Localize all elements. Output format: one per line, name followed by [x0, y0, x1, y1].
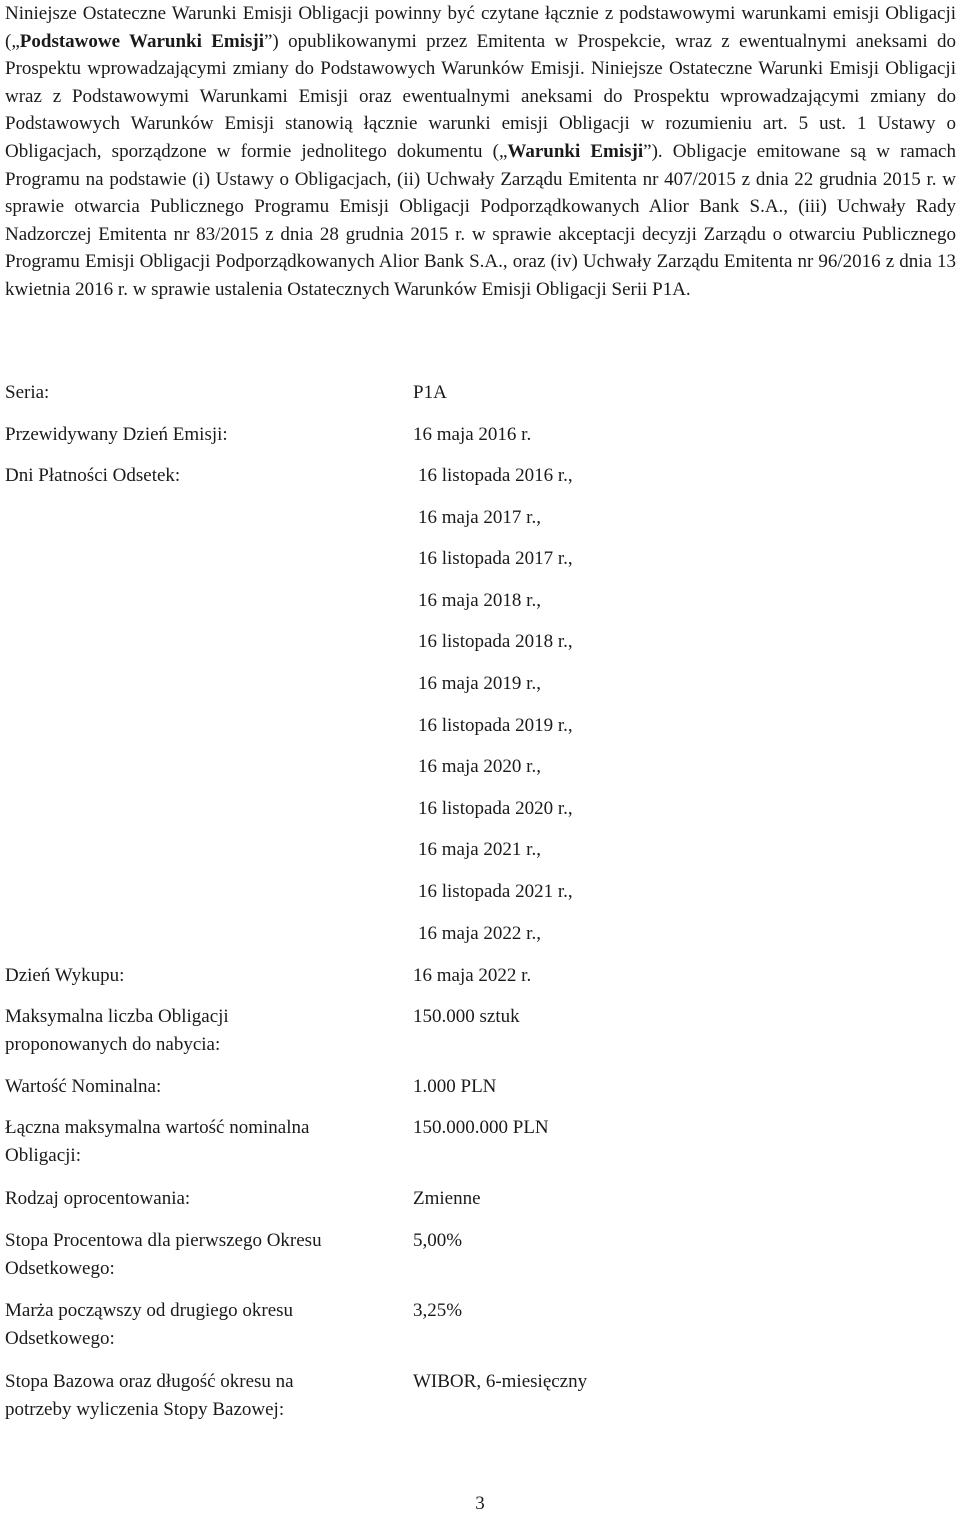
- term-label-line: potrzeby wyliczenia Stopy Bazowej:: [5, 1398, 285, 1420]
- term-label-line: Odsetkowego:: [5, 1327, 115, 1349]
- term-value: 1.000 PLN: [413, 1076, 497, 1097]
- interest-date: 16 maja 2018 r.,: [418, 589, 541, 611]
- interest-date: 16 maja 2022 r.,: [418, 922, 541, 944]
- term-label: [5, 1297, 385, 1352]
- term-label: Dni Płatności Odsetek:: [5, 465, 181, 486]
- interest-dates-list: [418, 455, 573, 954]
- term-value: P1A: [413, 382, 447, 403]
- intro-text-1: Niniejsze Ostateczne Warunki Emisji Obligacji powinny być czytane łącznie z podstawowymi warunkami emisji Obligacji („: [5, 3, 956, 52]
- term-label-line: Odsetkowego:: [5, 1257, 115, 1279]
- interest-date: 16 listopada 2019 r.,: [418, 714, 573, 736]
- interest-date: 16 listopada 2020 r.,: [418, 797, 573, 819]
- interest-date: 16 maja 2017 r.,: [418, 506, 541, 528]
- term-label-line: Łączna maksymalna wartość nominalna: [5, 1117, 310, 1138]
- term-label: Przewidywany Dzień Emisji:: [5, 424, 228, 445]
- interest-date: 16 maja 2019 r.,: [418, 672, 541, 694]
- intro-text-3: ”). Obligacje emitowane są w ramach Programu na podstawie (i) Ustawy o Obligacjach, (ii) Uchwały Zarządu Emitenta nr 407/2015 z dnia 22 grudnia 2015 r. w sprawie otwarcia Publicznego Programu Emisji Obligacji Podporządkowanych Alior Bank S.A., (iii) Uchwały Rady Nadzorczej Emitenta nr 83/2015 z dnia 28 grudnia 2015 r. w sprawie akceptacji decyzji Zarządu o otwarciu Publicznego Programu Emisji Obligacji Podporządkowanych Alior Bank S.A., oraz (iv) Uchwały Zarządu Emitenta nr 96/2016 z dnia 13 kwietnia 2016 r. w sprawie ustalenia Ostatecznych Warunków Emisji Obligacji Serii P1A.: [5, 140, 956, 300]
- intro-bold-warunki-emisji: Warunki Emisji: [507, 140, 644, 162]
- intro-bold-podstawowe-warunki: Podstawowe Warunki Emisji: [19, 30, 264, 52]
- interest-date: 16 listopada 2018 r.,: [418, 631, 573, 653]
- page-number: 3: [475, 1493, 485, 1514]
- term-value: WIBOR, 6-miesięczny: [413, 1371, 588, 1392]
- term-label: [5, 1114, 385, 1169]
- term-label: Dzień Wykupu:: [5, 965, 125, 986]
- term-label: Wartość Nominalna:: [5, 1076, 162, 1097]
- interest-date: 16 maja 2021 r.,: [418, 839, 541, 861]
- term-value: Zmienne: [413, 1188, 481, 1209]
- interest-date: 16 listopada 2017 r.,: [418, 548, 573, 570]
- term-value: 150.000 sztuk: [413, 1006, 520, 1027]
- term-value: 5,00%: [413, 1230, 463, 1251]
- term-label: [5, 1368, 385, 1423]
- term-value: 16 maja 2022 r.: [413, 965, 532, 986]
- intro-paragraph: [5, 0, 956, 304]
- term-value: 150.000.000 PLN: [413, 1117, 549, 1138]
- term-label: Rodzaj oprocentowania:: [5, 1188, 191, 1209]
- term-label-line: Maksymalna liczba Obligacji: [5, 1006, 229, 1027]
- intro-text-2: ”) opublikowanymi przez Emitenta w Prospekcie, wraz z ewentualnymi aneksami do Prospektu wprowadzającymi zmiany do Podstawowych Warunków Emisji. Niniejsze Ostateczne Warunki Emisji Obligacji wraz z Podstawowymi Warunkami Emisji oraz ewentualnymi aneksami do Prospektu wprowadzającymi zmiany do Podstawowych Warunków Emisji stanowią łącznie warunki emisji Obligacji w rozumieniu art. 5 ust. 1 Ustawy o Obligacjach, sporządzone w formie jednolitego dokumentu („: [5, 30, 956, 162]
- term-label: Seria:: [5, 382, 50, 403]
- interest-date: 16 listopada 2021 r.,: [418, 880, 573, 902]
- interest-date: 16 listopada 2016 r.,: [418, 465, 573, 486]
- interest-date: 16 maja 2020 r.,: [418, 756, 541, 778]
- term-value: 3,25%: [413, 1300, 463, 1321]
- term-label: [5, 1003, 385, 1058]
- term-label-line: Marża począwszy od drugiego okresu: [5, 1300, 294, 1321]
- term-label: [5, 1227, 385, 1282]
- term-label-line: Stopa Procentowa dla pierwszego Okresu: [5, 1230, 322, 1251]
- term-label-line: proponowanych do nabycia:: [5, 1033, 221, 1055]
- term-label-line: Obligacji:: [5, 1144, 81, 1166]
- term-label-line: Stopa Bazowa oraz długość okresu na: [5, 1371, 294, 1392]
- term-value: 16 maja 2016 r.: [413, 424, 532, 445]
